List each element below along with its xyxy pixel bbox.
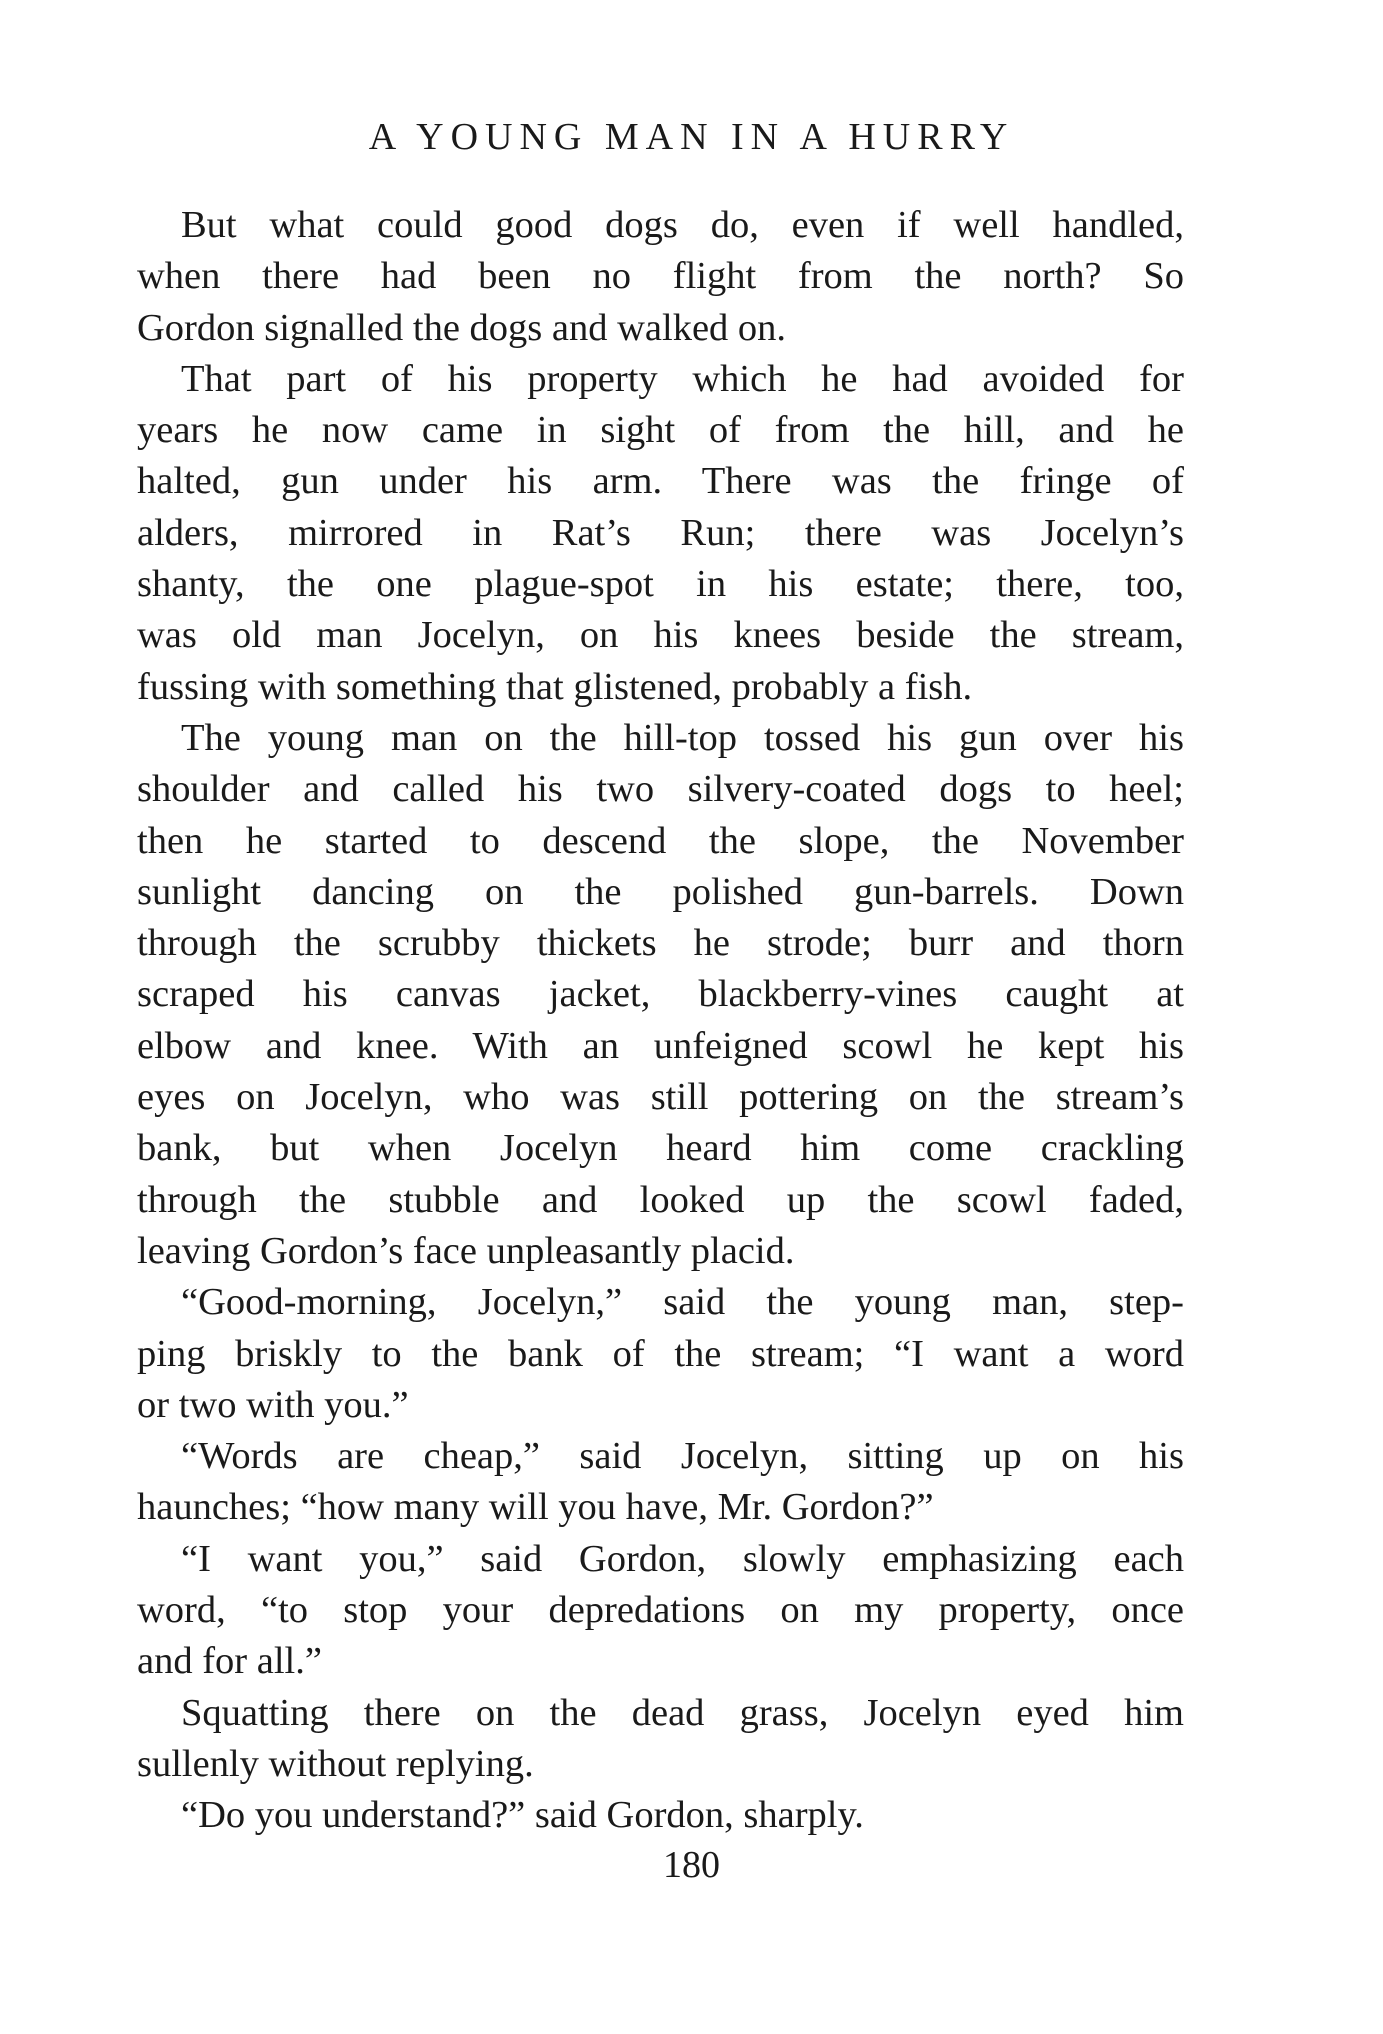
text-line: bank, but when Jocelyn heard him come crackling [137,1127,1184,1170]
text-line: alders, mirrored in Rat’s Run; there was Jocelyn’s [137,511,1184,554]
text-line: Gordon signalled the dogs and walked on. [137,306,787,349]
text-line: fussing with something that glistened, probably a fish. [137,665,973,708]
text-line: That part of his property which he had avoided for [181,357,1184,400]
text-line: eyes on Jocelyn, who was still pottering on the stream’s [137,1076,1184,1119]
text-line: haunches; “how many will you have, Mr. Gordon?” [137,1486,934,1529]
text-line: But what could good dogs do, even if well handled, [181,204,1184,246]
text-line: through the stubble and looked up the scowl faded, [137,1178,1184,1221]
text-line: “Words are cheap,” said Jocelyn, sitting up on his [181,1435,1184,1478]
text-line: years he now came in sight of from the hill, and he [137,409,1184,452]
running-title: A YOUNG MAN IN A HURRY [368,116,1015,158]
text-line: or two with you.” [137,1383,409,1426]
text-line: scraped his canvas jacket, blackberry-vines caught at [137,973,1184,1016]
text-line: halted, gun under his arm. There was the fringe of [137,460,1184,503]
text-line: The young man on the hill-top tossed his gun over his [181,716,1184,759]
text-line: was old man Jocelyn, on his knees beside the stream, [137,614,1184,657]
text-line: shoulder and called his two silvery-coated dogs to heel; [137,768,1184,811]
text-line: “Do you understand?” said Gordon, sharply. [181,1794,864,1837]
text-line: sullenly without replying. [137,1742,534,1785]
text-line: “I want you,” said Gordon, slowly emphasizing each [181,1537,1184,1580]
text-line: through the scrubby thickets he strode; burr and thorn [137,922,1184,965]
text-line: sunlight dancing on the polished gun-barrels. Down [137,870,1184,913]
text-line: ping briskly to the bank of the stream; “I want a word [137,1332,1184,1375]
text-line: Squatting there on the dead grass, Jocelyn eyed him [181,1691,1184,1734]
text-line: word, “to stop your depredations on my property, once [137,1589,1184,1632]
page-number: 180 [663,1844,720,1886]
text-line: when there had been no flight from the north? So [137,255,1184,298]
body-text [137,200,1184,1842]
text-line: then he started to descend the slope, the November [137,819,1184,862]
text-line: elbow and knee. With an unfeigned scowl he kept his [137,1024,1184,1067]
text-line: and for all.” [137,1640,322,1683]
text-line: shanty, the one plague-spot in his estate; there, too, [137,563,1184,606]
text-line: leaving Gordon’s face unpleasantly placid. [137,1229,795,1272]
text-line: “Good-morning, Jocelyn,” said the young man, step- [181,1281,1184,1324]
